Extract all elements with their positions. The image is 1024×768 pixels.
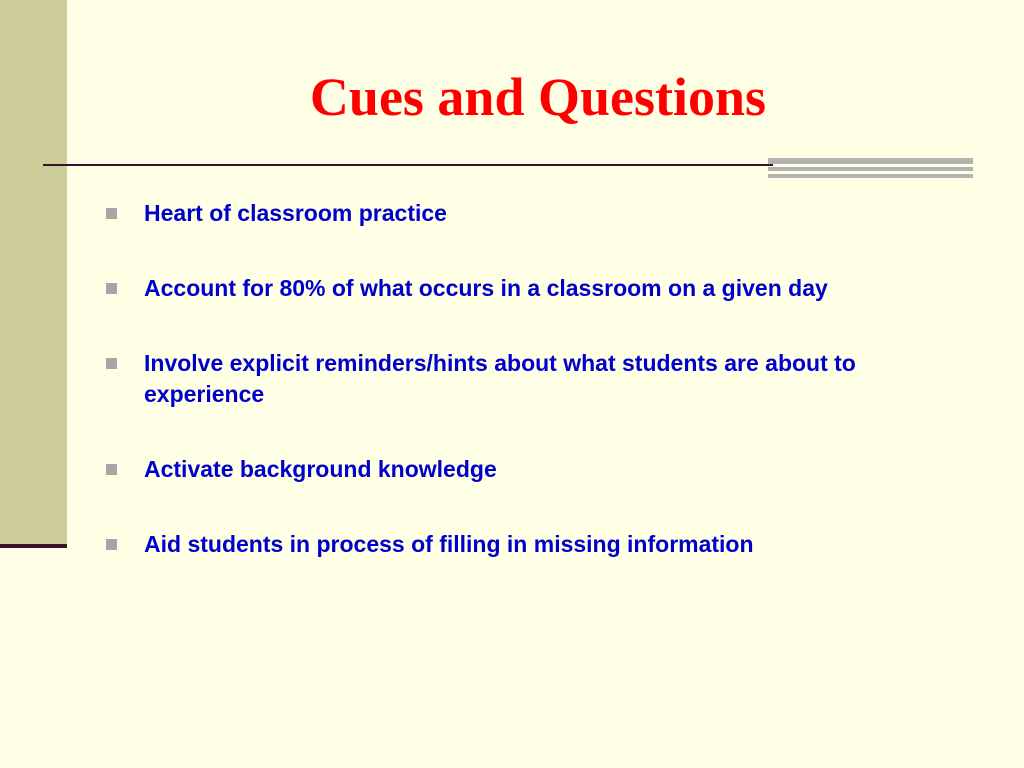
bullet-item: [106, 348, 926, 410]
title-rule-accent-3: [768, 174, 973, 178]
title-rule-accent-2: [768, 167, 973, 171]
square-bullet-icon: [106, 464, 117, 475]
bullet-text: Aid students in process of filling in missing information: [144, 531, 754, 557]
bullet-item: [106, 198, 926, 229]
square-bullet-icon: [106, 208, 117, 219]
bullet-item: [106, 529, 926, 560]
bullet-text: Activate background knowledge: [144, 456, 497, 482]
title-rule: [43, 164, 773, 166]
bullet-text: Account for 80% of what occurs in a classroom on a given day: [144, 275, 828, 301]
slide-title: Cues and Questions: [309, 67, 767, 127]
bullet-item: [106, 454, 926, 485]
bullet-list: [106, 198, 926, 604]
bullet-text: Heart of classroom practice: [144, 200, 447, 226]
square-bullet-icon: [106, 539, 117, 550]
bullet-item: [106, 273, 926, 304]
square-bullet-icon: [106, 283, 117, 294]
side-band-divider: [0, 544, 67, 548]
square-bullet-icon: [106, 358, 117, 369]
bullet-text: Involve explicit reminders/hints about what students are about to experience: [144, 350, 856, 407]
title-rule-accent-1: [768, 158, 973, 164]
